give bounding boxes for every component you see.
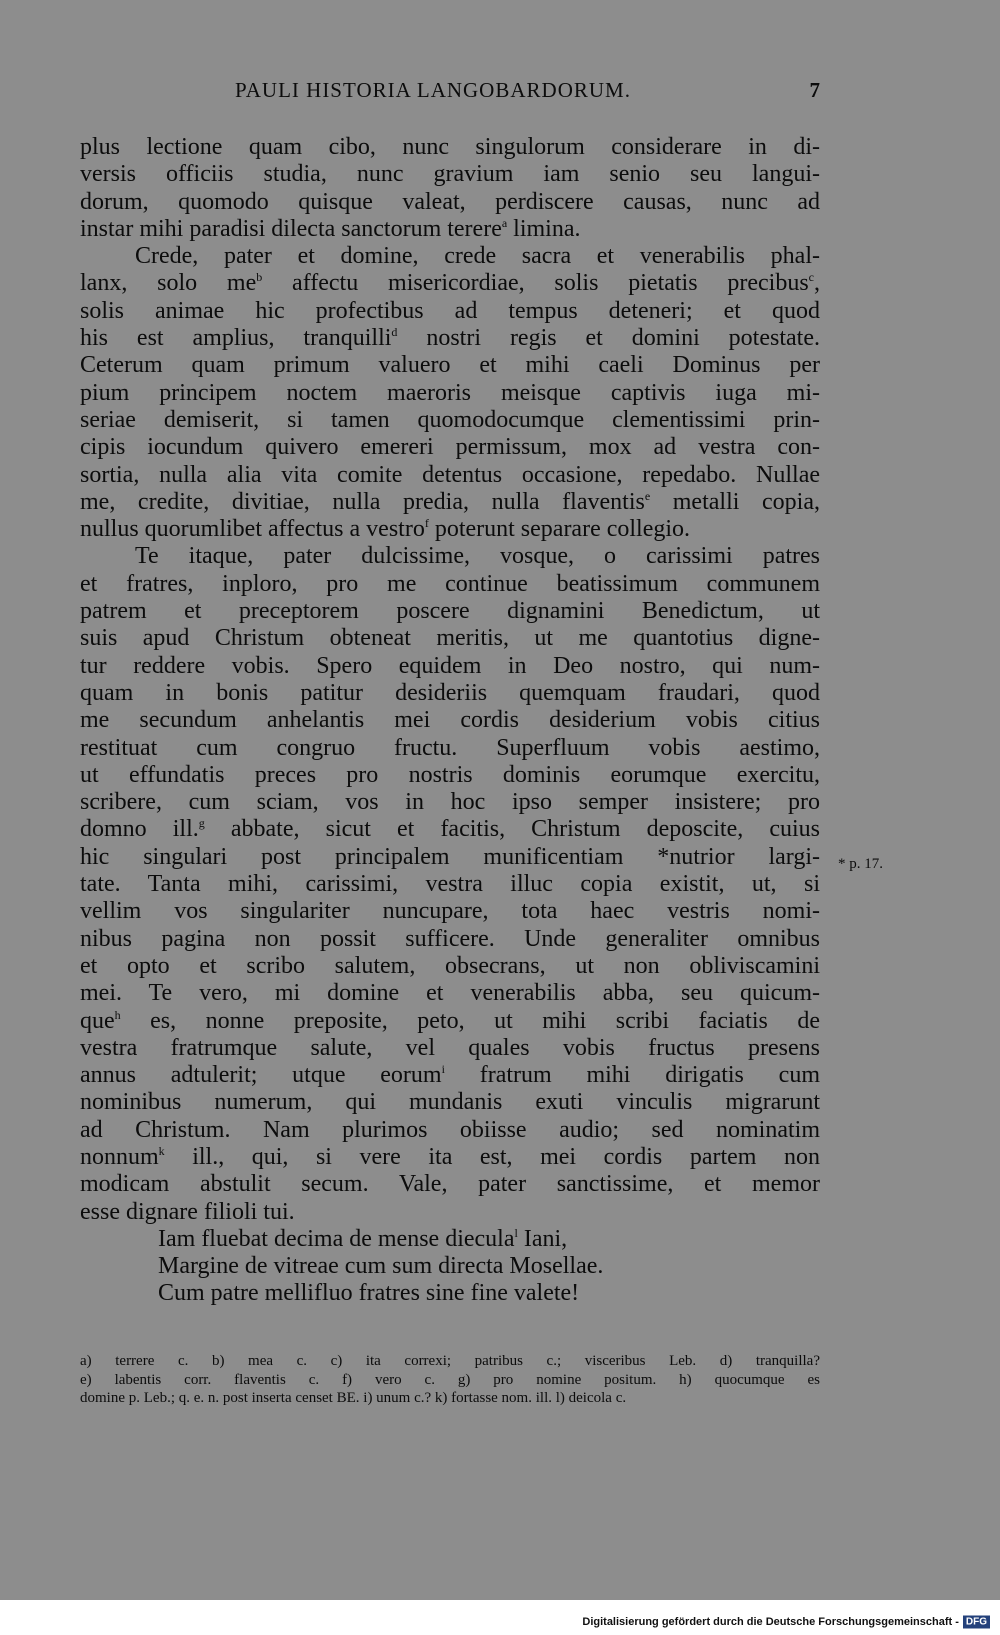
text-line [80, 352, 820, 379]
page-header-title: PAULI HISTORIA LANGOBARDORUM. [235, 78, 631, 102]
text-line [80, 543, 820, 570]
digitization-credit [582, 1616, 990, 1629]
text-line [80, 407, 820, 434]
text-segment: restituat cum congruo fructu. Superfluum vobis aestimo, [80, 734, 820, 761]
footnote-marker: l [514, 1225, 518, 1240]
text-line [80, 434, 820, 461]
margin-note: * p. 17. [838, 856, 883, 872]
text-line [80, 625, 820, 652]
text-line [80, 653, 820, 680]
text-segment: Ceterum quam primum valuero et mihi caeli Dominus per [80, 352, 820, 379]
footnote-marker: c [808, 270, 814, 285]
text-segment: Crede, pater et domine, crede sacra et venerabilis phal- [135, 243, 820, 270]
text-segment: plus lectione quam cibo, nunc singulorum considerare in di- [80, 134, 820, 160]
footnote-marker: d [391, 325, 398, 340]
text-line [80, 161, 820, 188]
text-segment: domno ill. [80, 816, 199, 843]
credit-text: Digitalisierung gefördert durch die Deutsche Forschungsgemeinschaft - [582, 1615, 959, 1628]
text-segment: solis animae hic profectibus ad tempus deteneri; et quod [80, 297, 820, 324]
text-line [80, 871, 820, 898]
text-segment: et fratres, inploro, pro me continue beatissimum communem [80, 570, 820, 597]
text-line [80, 216, 820, 243]
text-line [80, 816, 820, 843]
text-segment: limina. [507, 215, 581, 242]
text-segment: esse dignare filioli tui. [80, 1198, 295, 1225]
text-segment: lanx, solo me [80, 270, 257, 297]
footnote-marker: i [441, 1062, 445, 1077]
dfg-logo: DFG [963, 1616, 990, 1629]
text-segment: scribere, cum sciam, vos in hoc ipso semper insistere; pro [80, 789, 820, 816]
verse-line [80, 1226, 820, 1253]
text-segment: et opto et scribo salutem, obsecrans, ut non obliviscamini [80, 952, 820, 979]
page-number: 7 [809, 78, 820, 102]
text-segment: nonnum [80, 1143, 159, 1170]
footnote-marker: k [158, 1143, 165, 1158]
footnote-marker: h [114, 1007, 121, 1022]
text-line [80, 380, 820, 407]
text-line [80, 462, 820, 489]
footnote-line: a) terrere c. b) mea c. c) ita correxi; patribus c.; visceribus Leb. d) tranquilla? [80, 1353, 820, 1369]
text-segment: suis apud Christum obteneat meritis, ut me quantotius digne- [80, 625, 820, 652]
text-segment: patrem et preceptorem poscere dignamini Benedictum, ut [80, 598, 820, 625]
footnote-marker: a [501, 215, 508, 230]
text-segment: Cum patre mellifluo fratres sine fine valete! [158, 1280, 580, 1307]
text-segment: cipis iocundum quivero emereri permissum, mox ad vestra con- [80, 434, 820, 461]
text-segment: seriae demiserit, si tamen quomodocumque clementissimi prin- [80, 406, 820, 433]
text-segment: dorum, quomodo quisque valeat, perdiscere causas, nunc ad [80, 188, 820, 215]
text-segment: me secundum anhelantis mei cordis desiderium vobis citius [80, 707, 820, 734]
text-segment: que [80, 1007, 115, 1034]
text-line [80, 735, 820, 762]
text-segment: vestra fratrumque salute, vel quales vobis fructus presens [80, 1034, 820, 1061]
text-line [80, 680, 820, 707]
text-segment: Te itaque, pater dulcissime, vosque, o carissimi patres [135, 543, 820, 570]
text-line [80, 571, 820, 598]
footnotes [80, 1352, 820, 1408]
footnote-line: domine p. Leb.; q. e. n. post inserta censet BE. i) unum c.? k) fortasse nom. ill. l) deicola c. [80, 1390, 627, 1406]
verse-line [80, 1253, 820, 1280]
footnote-marker: g [198, 816, 205, 831]
text-segment: sortia, nulla alia vita comite detentus occasione, repedabo. Nullae [80, 461, 820, 488]
text-segment: Iam fluebat decima de mense diecula [158, 1225, 515, 1252]
text-segment: Iani, [517, 1225, 568, 1252]
text-line [80, 189, 820, 216]
running-head [80, 78, 820, 110]
text-segment: nominibus numerum, qui mundanis exuti vinculis migrarunt [80, 1089, 820, 1116]
text-line [80, 789, 820, 816]
text-line [80, 980, 820, 1007]
text-segment: tur reddere vobis. Spero equidem in Deo nostro, qui num- [80, 652, 820, 679]
text-segment: poterunt separare collegio. [428, 516, 691, 543]
main-text [80, 134, 820, 1308]
text-segment: affectu misericordiae, solis pietatis precibus [262, 270, 809, 297]
text-segment: hic singulari post principalem munificentiam *nutrior largi- [80, 843, 820, 870]
text-segment: tate. Tanta mihi, carissimi, vestra illuc copia existit, ut, si [80, 871, 820, 898]
text-segment: quam in bonis patitur desideriis quemquam fraudari, quod [80, 679, 820, 706]
text-segment: annus adtulerit; utque eorum [80, 1062, 442, 1089]
text-segment: ill., qui, si vere ita est, mei cordis partem non [164, 1143, 820, 1170]
text-line [80, 1117, 820, 1144]
text-segment: nibus pagina non possit sufficere. Unde generaliter omnibus [80, 925, 820, 952]
text-segment: me, credite, divitiae, nulla predia, nulla flaventis [80, 488, 645, 515]
text-segment: vellim vos singulariter nuncupare, tota haec vestris nomi- [80, 898, 820, 925]
text-segment: his est amplius, tranquilli [80, 325, 392, 352]
text-line [80, 1062, 820, 1089]
text-line [80, 844, 820, 871]
text-line [80, 1089, 820, 1116]
text-line [80, 270, 820, 297]
text-segment: es, nonne preposite, peto, ut mihi scribi faciatis de [120, 1007, 820, 1034]
text-line [80, 516, 820, 543]
text-segment: mei. Te vero, mi domine et venerabilis abba, seu quicum- [80, 980, 820, 1007]
text-segment: pium principem noctem maeroris meisque captivis iuga mi- [80, 379, 820, 406]
text-line [80, 926, 820, 953]
text-line [80, 298, 820, 325]
text-line [80, 762, 820, 789]
text-line [80, 598, 820, 625]
text-line [80, 1171, 820, 1198]
text-line [80, 1144, 820, 1171]
text-line [80, 1008, 820, 1035]
text-line [80, 1199, 820, 1226]
text-line [80, 707, 820, 734]
footnote-marker: b [256, 270, 263, 285]
text-line [80, 898, 820, 925]
footnote-line: e) labentis corr. flaventis c. f) vero c. g) pro nomine positum. h) quocumque es [80, 1371, 820, 1388]
text-segment: modicam abstulit secum. Vale, pater sanctissime, et memor [80, 1171, 820, 1198]
footnote-marker: f [424, 516, 429, 531]
text-line [80, 134, 820, 161]
text-line [80, 1035, 820, 1062]
text-segment: metalli copia, [650, 488, 820, 515]
text-line [80, 243, 820, 270]
text-segment: Margine de vitreae cum sum directa Mosellae. [158, 1253, 604, 1280]
text-segment: nullus quorumlibet affectus a vestro [80, 516, 425, 543]
verse-line [80, 1280, 820, 1307]
text-line [80, 953, 820, 980]
text-segment: , [814, 270, 820, 297]
text-segment: versis officiis studia, nunc gravium iam senio seu langui- [80, 161, 820, 188]
text-line [80, 325, 820, 352]
text-line [80, 489, 820, 516]
text-segment: instar mihi paradisi dilecta sanctorum terere [80, 215, 502, 242]
text-segment: fratrum mihi dirigatis cum [444, 1062, 820, 1089]
text-segment: ad Christum. Nam plurimos obiisse audio; sed nominatim [80, 1116, 820, 1143]
text-segment: abbate, sicut et facitis, Christum deposcite, cuius [204, 816, 821, 843]
text-segment: ut effundatis preces pro nostris dominis eorumque exercitu, [80, 761, 820, 788]
footnote-marker: e [644, 488, 651, 503]
text-segment: nostri regis et domini potestate. [397, 325, 820, 352]
